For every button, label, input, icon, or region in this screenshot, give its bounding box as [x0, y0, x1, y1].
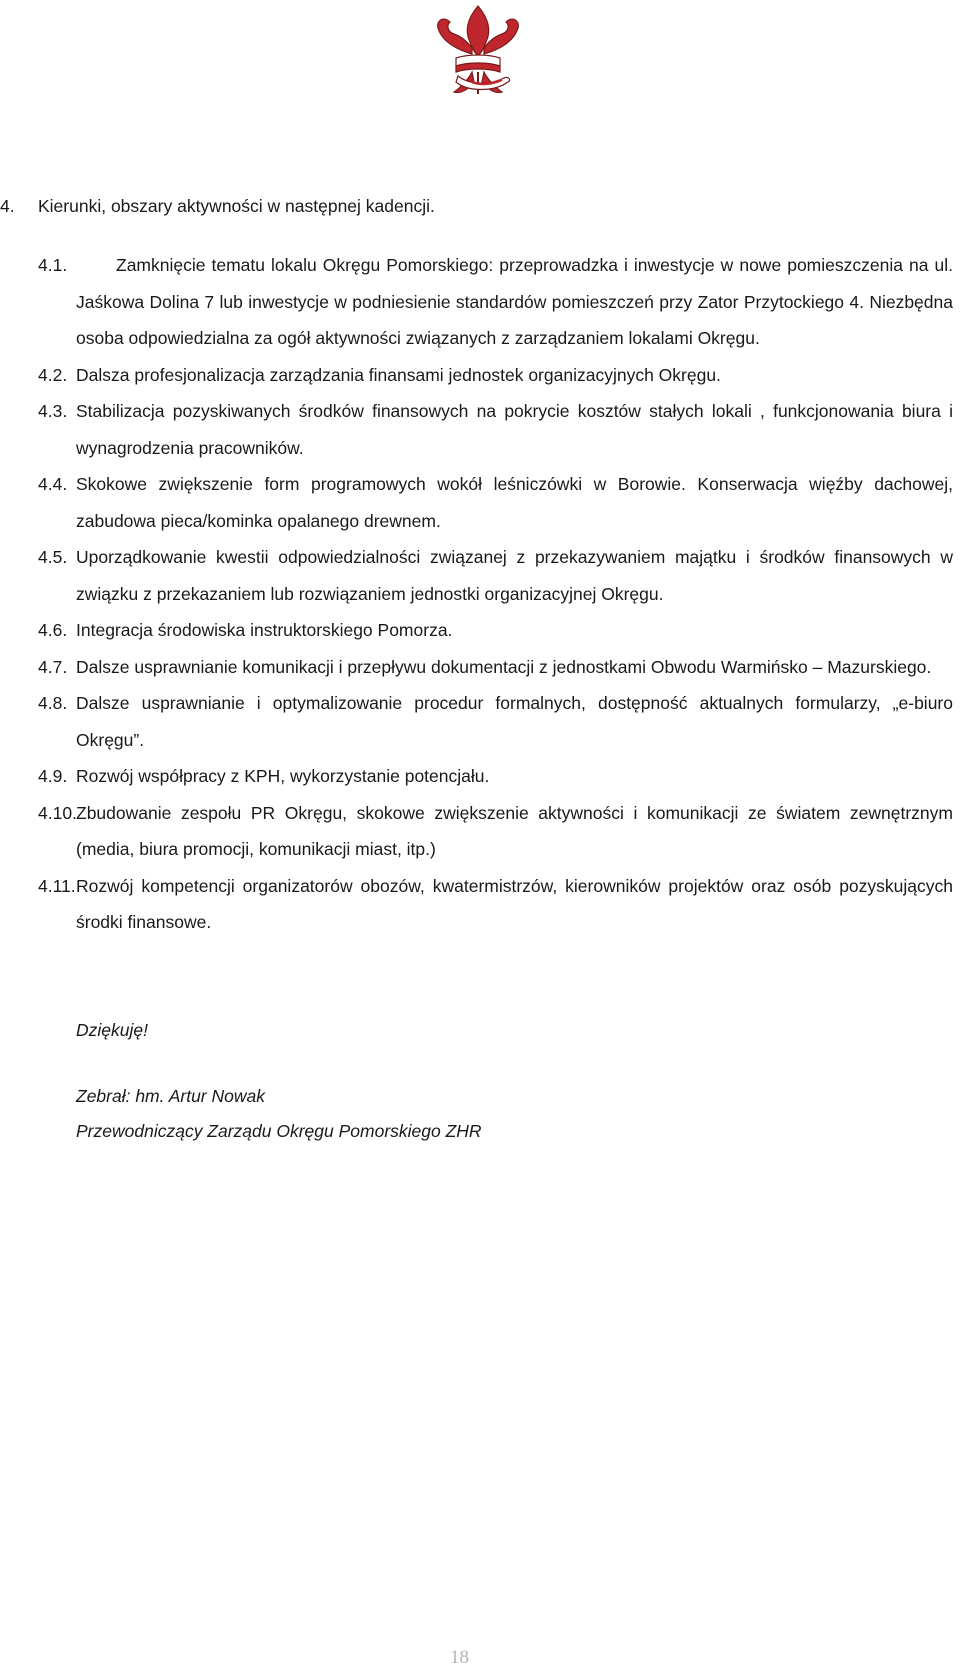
list-item-number: 4.10. — [38, 802, 77, 823]
fleur-de-lis-logo-icon — [428, 2, 528, 102]
list-item — [38, 466, 953, 539]
list-item — [38, 612, 953, 649]
list-item-text: Zamknięcie tematu lokalu Okręgu Pomorskiego: przeprowadzka i inwestycje w nowe pomieszczenia na ul. Jaśkowa Dolina 7 lub inwestycje w podniesienie standardów pomieszczeń przy Zator Przytockiego 4. Niezbędna osoba odpowiedzialna za ogół aktywności związanych z zarządzaniem lokalami Okręgu. — [76, 255, 953, 348]
section-title: Kierunki, obszary aktywności w następnej kadencji. — [38, 196, 435, 216]
list-item-number: 4.5. — [38, 547, 68, 567]
page-number: 18 — [450, 1647, 469, 1668]
list-item-text: Zbudowanie zespołu PR Okręgu, skokowe zwiększenie aktywności i komunikacji ze światem zewnętrznym (media, biura promocji, komunikacji miast, itp.) — [76, 802, 953, 859]
directions-list — [38, 247, 953, 941]
list-item-number: 4.8. — [38, 693, 68, 713]
thanks-text: Dziękuję! — [76, 1020, 148, 1040]
list-item-text: Stabilizacja pozyskiwanych środków finansowych na pokrycie kosztów stałych lokali , funkcjonowania biura i wynagrodzenia pracowników. — [76, 401, 953, 458]
list-item — [38, 795, 953, 868]
list-item — [38, 393, 953, 466]
list-item-number: 4.1. — [38, 255, 68, 275]
list-item-text: Dalsza profesjonalizacja zarządzania finansami jednostek organizacyjnych Okręgu. — [76, 364, 721, 385]
list-item-number: 4.6. — [38, 620, 68, 640]
list-item — [38, 758, 953, 795]
list-item-number: 4.3. — [38, 401, 68, 421]
list-item-text: Uporządkowanie kwestii odpowiedzialności związanej z przekazywaniem majątku i środków finansowych w związku z przekazaniem lub rozwiązaniem jednostki organizacyjnej Okręgu. — [76, 547, 953, 604]
list-item-text: Skokowe zwiększenie form programowych wokół leśniczówki w Borowie. Konserwacja więźby dachowej, zabudowa pieca/kominka opalanego drewnem. — [76, 474, 953, 531]
list-item-text: Rozwój kompetencji organizatorów obozów, kwatermistrzów, kierowników projektów oraz osób pozyskujących środki finansowe. — [76, 875, 953, 932]
list-item-number: 4.2. — [38, 364, 68, 385]
list-item — [38, 868, 953, 941]
list-item — [38, 539, 953, 612]
list-item — [38, 649, 953, 686]
section-heading — [0, 196, 435, 217]
list-item-number: 4.9. — [38, 766, 68, 786]
list-item-number: 4.7. — [38, 656, 68, 677]
list-item-number: 4.4. — [38, 474, 68, 494]
list-item — [38, 357, 953, 394]
list-item — [38, 685, 953, 758]
list-item-number: 4.11. — [38, 875, 76, 896]
list-item-text: Dalsze usprawnianie i optymalizowanie procedur formalnych, dostępność aktualnych formularzy, „e-biuro Okręgu”. — [76, 693, 953, 750]
list-item-text: Dalsze usprawnianie komunikacji i przepływu dokumentacji z jednostkami Obwodu Warmińsko – Mazurskiego. — [76, 656, 932, 677]
list-item — [38, 247, 953, 357]
author-line: Zebrał: hm. Artur Nowak — [76, 1086, 265, 1106]
author-role: Przewodniczący Zarządu Okręgu Pomorskiego ZHR — [76, 1121, 482, 1141]
list-item-text: Rozwój współpracy z KPH, wykorzystanie potencjału. — [76, 766, 490, 786]
list-item-text: Integracja środowiska instruktorskiego Pomorza. — [76, 620, 453, 640]
section-number: 4. — [0, 196, 15, 216]
